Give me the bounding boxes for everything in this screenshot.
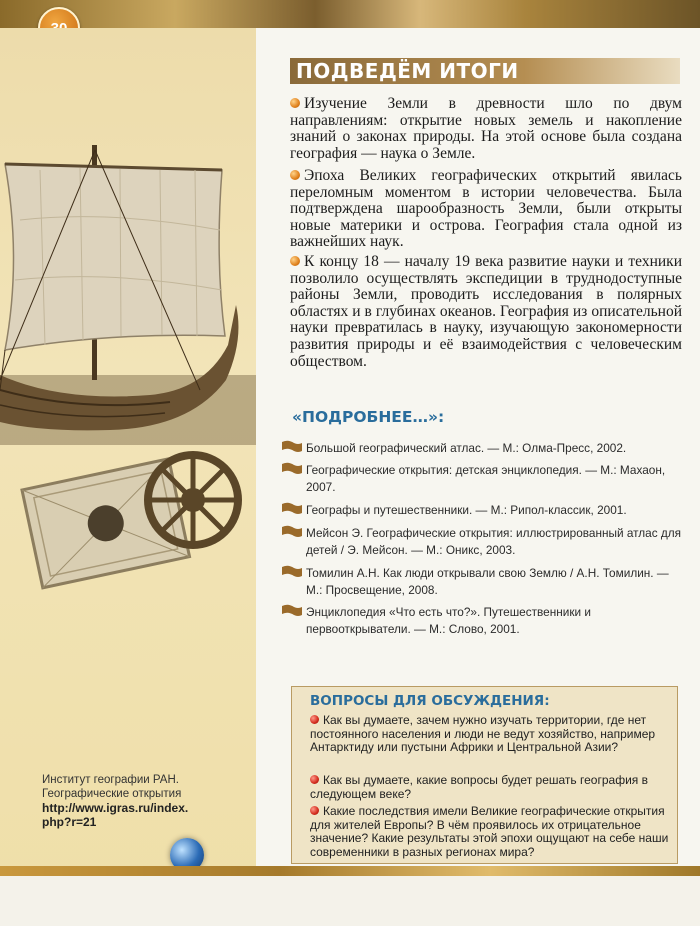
bottom-decorative-stripe [0, 866, 700, 876]
discussion-title: ВОПРОСЫ ДЛЯ ОБСУЖДЕНИЯ: [310, 693, 550, 709]
viking-ship-and-astrolabe-illustration [0, 140, 256, 640]
red-bullet-icon [310, 806, 319, 815]
top-banner [0, 0, 700, 28]
bottom-margin [0, 876, 700, 926]
red-bullet-icon [310, 775, 319, 784]
red-bullet-icon [310, 715, 319, 724]
summary-paragraph-2: Эпоха Великих географических открытий явилась переломным моментом в истории человечества. Была подтверждена шарообразность Земли, были открыты новые материки и острова. География стала одной из важнейших наук. [290, 167, 682, 251]
orange-bullet-icon [290, 98, 300, 108]
flag-bullet-icon [282, 502, 302, 516]
summary-paragraph-3: К концу 18 — началу 19 века развитие науки и техники позволило осуществлять экспедиции в труднодоступные районы Земли, проводить исследования в полярных областях и в глубинах океанов. География из описательной науки превратилась в науку, изучающую закономерности развития природы и её взаимодействия с человеческим обществом. [290, 253, 682, 370]
discussion-question-3: Какие последствия имели Великие географические открытия для жителей Европы? В чём проявилось их отрицательное значение? Какие результаты этой эпохи ощущают на себе наши современники в разных регионах мира? [310, 804, 669, 859]
flag-bullet-icon [282, 525, 302, 539]
flag-bullet-icon [282, 462, 302, 476]
sidebar-site-title: Географические открытия [42, 788, 182, 800]
flag-bullet-icon [282, 440, 302, 454]
sidebar-url-line2[interactable]: php?r=21 [42, 815, 97, 829]
sidebar-web-resource [42, 773, 242, 829]
discussion-question-2: Как вы думаете, какие вопросы будет решать география в следующем веке? [310, 773, 648, 801]
flag-bullet-icon [282, 604, 302, 618]
flag-bullet-icon [282, 565, 302, 579]
summary-paragraph-1: Изучение Земли в древности шло по двум направлениям: открытие новых земель и накопление знаний о законах природы. На этой основе была создана география — наука о Земле. [290, 95, 682, 162]
sidebar-org: Институт географии РАН. [42, 774, 179, 786]
more-reading-title: «ПОДРОБНЕЕ…»: [292, 408, 445, 426]
orange-bullet-icon [290, 256, 300, 266]
summary-title: ПОДВЕДЁМ ИТОГИ [296, 59, 519, 83]
discussion-question-1: Как вы думаете, зачем нужно изучать территории, где нет постоянного населения и люди не ведут хозяйство, например Антарктиду или пустыни Африки и Центральной Азии? [310, 713, 656, 755]
sidebar-url-line1[interactable]: http://www.igras.ru/index. [42, 801, 189, 815]
orange-bullet-icon [290, 170, 300, 180]
